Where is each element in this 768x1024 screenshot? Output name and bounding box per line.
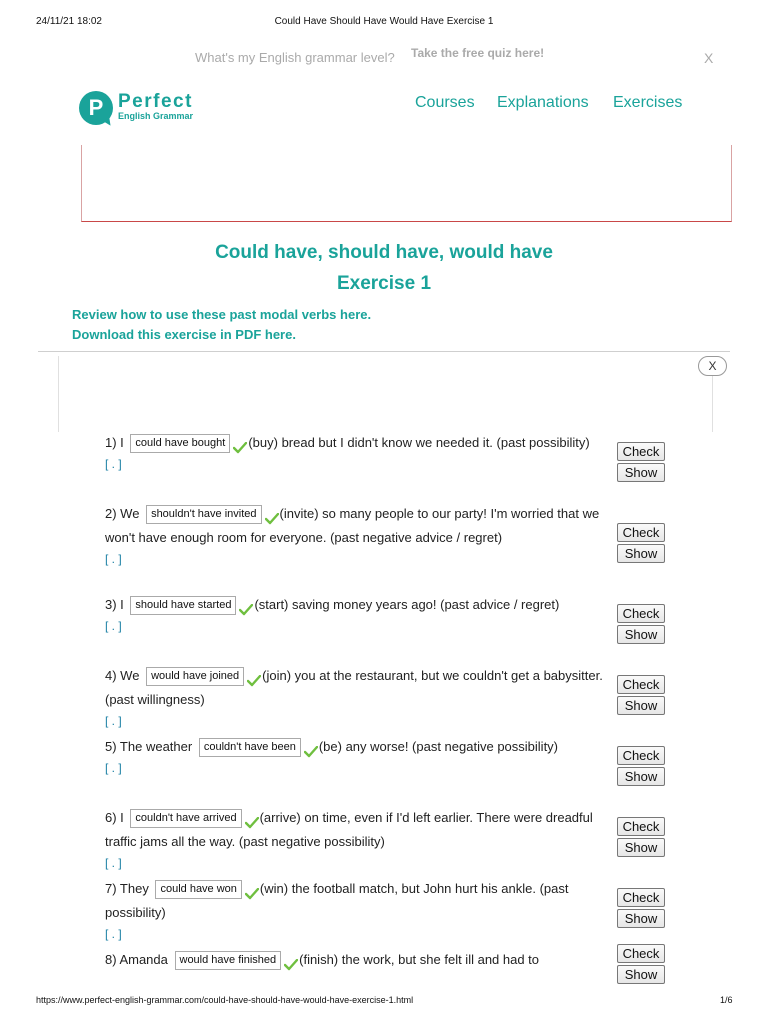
ad-close-button[interactable]: X bbox=[698, 356, 727, 376]
ad-banner-top bbox=[81, 145, 732, 222]
question-text: (buy) bread but I didn't know we needed it. (past possibility) bbox=[248, 435, 590, 450]
question-text: (join) you at the restaurant, but we couldn't get a babysitter. (past willingness) bbox=[105, 668, 603, 707]
question-text: (be) any worse! (past negative possibility) bbox=[318, 739, 559, 754]
print-date: 24/11/21 18:02 bbox=[36, 16, 102, 27]
exercise-question bbox=[105, 593, 615, 635]
show-button[interactable]: Show bbox=[617, 696, 665, 715]
check-button[interactable]: Check bbox=[617, 675, 665, 694]
promo-close-button[interactable]: X bbox=[704, 50, 714, 66]
question-prefix: 6) I bbox=[105, 810, 124, 825]
promo-question: What's my English grammar level? bbox=[195, 50, 395, 65]
nav-explanations[interactable]: Explanations bbox=[497, 94, 589, 111]
answer-input[interactable]: would have joined bbox=[146, 667, 244, 686]
check-button[interactable]: Check bbox=[617, 604, 665, 623]
correct-check-icon bbox=[245, 813, 259, 825]
show-button[interactable]: Show bbox=[617, 838, 665, 857]
question-buttons bbox=[617, 442, 665, 484]
logo-icon: P bbox=[79, 91, 113, 125]
check-button[interactable]: Check bbox=[617, 442, 665, 461]
site-logo[interactable] bbox=[79, 91, 219, 127]
exercise-question bbox=[105, 806, 615, 872]
question-prefix: 7) They bbox=[105, 881, 149, 896]
question-prefix: 2) We bbox=[105, 506, 140, 521]
show-button[interactable]: Show bbox=[617, 909, 665, 928]
reveal-answer-link[interactable]: [ . ] bbox=[105, 856, 122, 870]
answer-input[interactable]: should have started bbox=[130, 596, 236, 615]
reveal-answer-link[interactable]: [ . ] bbox=[105, 714, 122, 728]
question-text: (start) saving money years ago! (past advice / regret) bbox=[254, 597, 560, 612]
nav-exercises[interactable]: Exercises bbox=[613, 94, 683, 111]
correct-check-icon bbox=[284, 955, 298, 967]
download-pdf-link[interactable]: Download this exercise in PDF here. bbox=[72, 327, 296, 342]
check-button[interactable]: Check bbox=[617, 746, 665, 765]
review-link[interactable]: Review how to use these past modal verbs here. bbox=[72, 307, 372, 322]
logo-subtitle: English Grammar bbox=[118, 111, 194, 121]
answer-input[interactable]: couldn't have been bbox=[199, 738, 301, 757]
show-button[interactable]: Show bbox=[617, 463, 665, 482]
ad-banner-middle bbox=[38, 351, 730, 431]
logo-name: Perfect bbox=[118, 91, 193, 112]
question-prefix: 4) We bbox=[105, 668, 140, 683]
reveal-answer-link[interactable]: [ . ] bbox=[105, 761, 122, 775]
print-url: https://www.perfect-english-grammar.com/could-have-should-have-would-have-exercise-1.html bbox=[36, 995, 414, 1005]
show-button[interactable]: Show bbox=[617, 544, 665, 563]
answer-input[interactable]: shouldn't have invited bbox=[146, 505, 261, 524]
promo-quiz-link[interactable]: Take the free quiz here! bbox=[411, 46, 545, 60]
correct-check-icon bbox=[265, 509, 279, 521]
correct-check-icon bbox=[304, 742, 318, 754]
exercise-question bbox=[105, 877, 615, 943]
nav-courses[interactable]: Courses bbox=[415, 94, 475, 111]
reveal-answer-link[interactable]: [ . ] bbox=[105, 927, 122, 941]
exercise-question bbox=[105, 664, 615, 730]
question-prefix: 5) The weather bbox=[105, 739, 193, 754]
page-title-line2: Exercise 1 bbox=[336, 273, 432, 294]
check-button[interactable]: Check bbox=[617, 888, 665, 907]
page-title-line1: Could have, should have, would have bbox=[215, 242, 553, 263]
question-buttons bbox=[617, 675, 665, 717]
question-buttons bbox=[617, 523, 665, 565]
page-title bbox=[0, 237, 768, 299]
question-prefix: 8) Amanda bbox=[105, 952, 168, 967]
check-button[interactable]: Check bbox=[617, 523, 665, 542]
question-buttons bbox=[617, 817, 665, 859]
show-button[interactable]: Show bbox=[617, 625, 665, 644]
reveal-answer-link[interactable]: [ . ] bbox=[105, 552, 122, 566]
question-text: (win) the football match, but John hurt his ankle. (past possibility) bbox=[105, 881, 569, 920]
show-button[interactable]: Show bbox=[617, 767, 665, 786]
correct-check-icon bbox=[233, 438, 247, 450]
question-text: (invite) so many people to our party! I'm worried that we won't have enough room for everyone. (past negative advice / regret) bbox=[105, 506, 600, 545]
answer-input[interactable]: could have bought bbox=[130, 434, 230, 453]
question-buttons bbox=[617, 604, 665, 646]
correct-check-icon bbox=[245, 884, 259, 896]
print-header bbox=[0, 16, 768, 30]
exercise-question bbox=[105, 948, 615, 972]
reveal-answer-link[interactable]: [ . ] bbox=[105, 619, 122, 633]
correct-check-icon bbox=[239, 600, 253, 612]
check-button[interactable]: Check bbox=[617, 817, 665, 836]
exercise-question bbox=[105, 502, 615, 568]
print-title: Could Have Should Have Would Have Exercise 1 bbox=[274, 16, 494, 27]
correct-check-icon bbox=[247, 671, 261, 683]
answer-input[interactable]: couldn't have arrived bbox=[130, 809, 241, 828]
question-text: (finish) the work, but she felt ill and had to bbox=[299, 952, 540, 967]
question-prefix: 3) I bbox=[105, 597, 124, 612]
answer-input[interactable]: could have won bbox=[155, 880, 241, 899]
reveal-answer-link[interactable]: [ . ] bbox=[105, 457, 122, 471]
question-buttons bbox=[617, 888, 665, 930]
answer-input[interactable]: would have finished bbox=[175, 951, 282, 970]
check-button[interactable]: Check bbox=[617, 944, 665, 963]
question-buttons bbox=[617, 746, 665, 788]
show-button[interactable]: Show bbox=[617, 965, 665, 984]
question-prefix: 1) I bbox=[105, 435, 124, 450]
ad-border-left bbox=[58, 356, 59, 432]
print-page-number: 1/6 bbox=[720, 995, 733, 1005]
ad-border-right bbox=[712, 376, 713, 432]
resource-links bbox=[72, 305, 371, 345]
question-buttons bbox=[617, 944, 665, 986]
question-text: (arrive) on time, even if I'd left earlier. There were dreadful traffic jams all the way. (past negative possibility) bbox=[105, 810, 593, 849]
exercise-question bbox=[105, 735, 615, 777]
exercise-question bbox=[105, 431, 615, 473]
